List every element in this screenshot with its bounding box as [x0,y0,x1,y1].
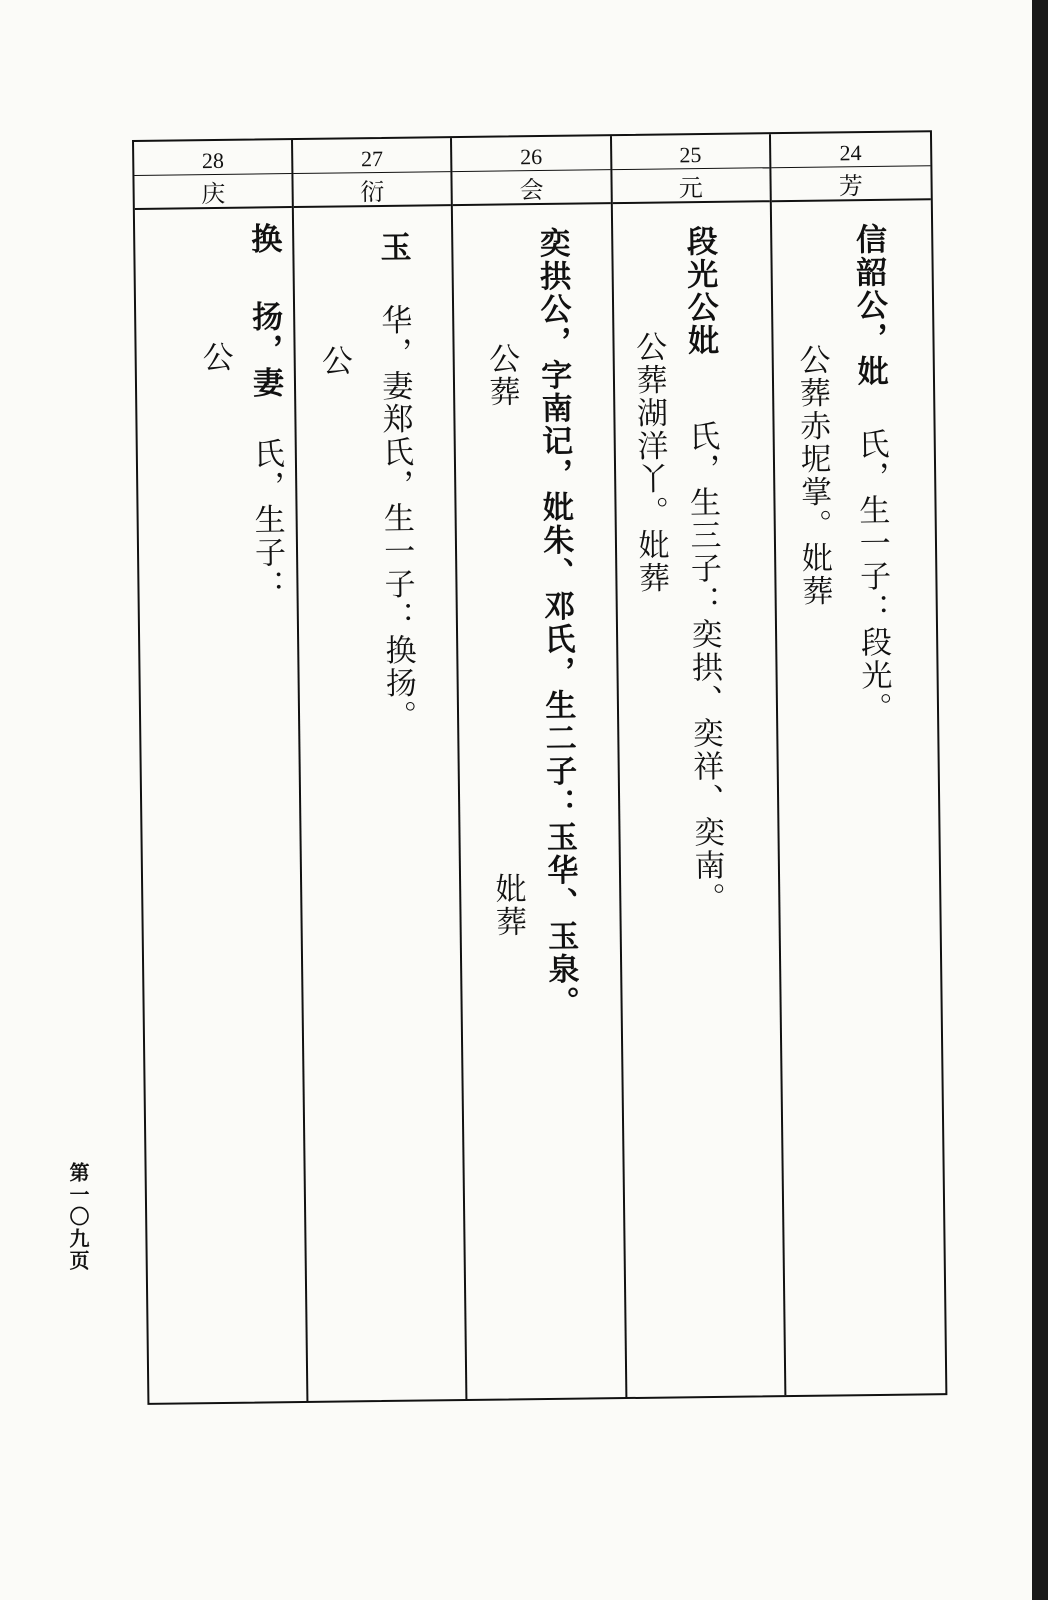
generation-column-24 [771,132,946,1395]
burial-note: 公葬赤坭掌。妣葬 [793,343,833,608]
entry-text-part: 扬，妻 [245,300,284,400]
entry-text: 奕拱公，字南记，妣朱、邓氏，生二子：玉华、玉泉。 [533,226,580,1020]
generation-name: 元 [612,168,770,204]
person-name: 段光公妣 [680,224,719,358]
generation-number: 26 [452,136,610,172]
entry-text: 华，妻郑氏，生一子：换扬。 [375,303,417,734]
burial-note: 公 [196,340,233,375]
generation-name: 会 [453,170,611,206]
burial-note: 妣葬 [489,872,527,939]
scan-edge [1032,0,1048,1600]
burial-note: 公 [315,344,353,378]
generation-column-28 [134,140,309,1403]
entry-text: 氏，生三子：奕拱、奕祥、奕南。 [683,419,726,916]
entry-text-part: 氏，生子： [247,437,286,603]
generation-column-26 [452,136,627,1399]
person-name: 信韶公，妣 [849,222,888,389]
genealogy-table [132,130,947,1405]
generation-name: 衍 [294,172,452,208]
page-number: 第一〇九页 [66,1162,90,1272]
generation-number: 24 [771,132,931,168]
person-name: 换 [245,222,282,256]
generation-number: 25 [612,134,770,170]
generation-name: 庆 [134,174,292,210]
generation-column-25 [612,134,787,1397]
burial-note: 公葬湖洋丫。妣葬 [629,330,670,595]
generation-column-27 [293,138,468,1401]
generation-name: 芳 [771,166,931,202]
burial-note: 公葬 [482,342,520,409]
generation-number: 28 [134,140,292,176]
entry-text: 氏，生一子：段光。 [852,427,892,726]
entry-text [245,300,286,603]
generation-number: 27 [293,138,451,174]
person-name: 玉 [374,230,411,265]
